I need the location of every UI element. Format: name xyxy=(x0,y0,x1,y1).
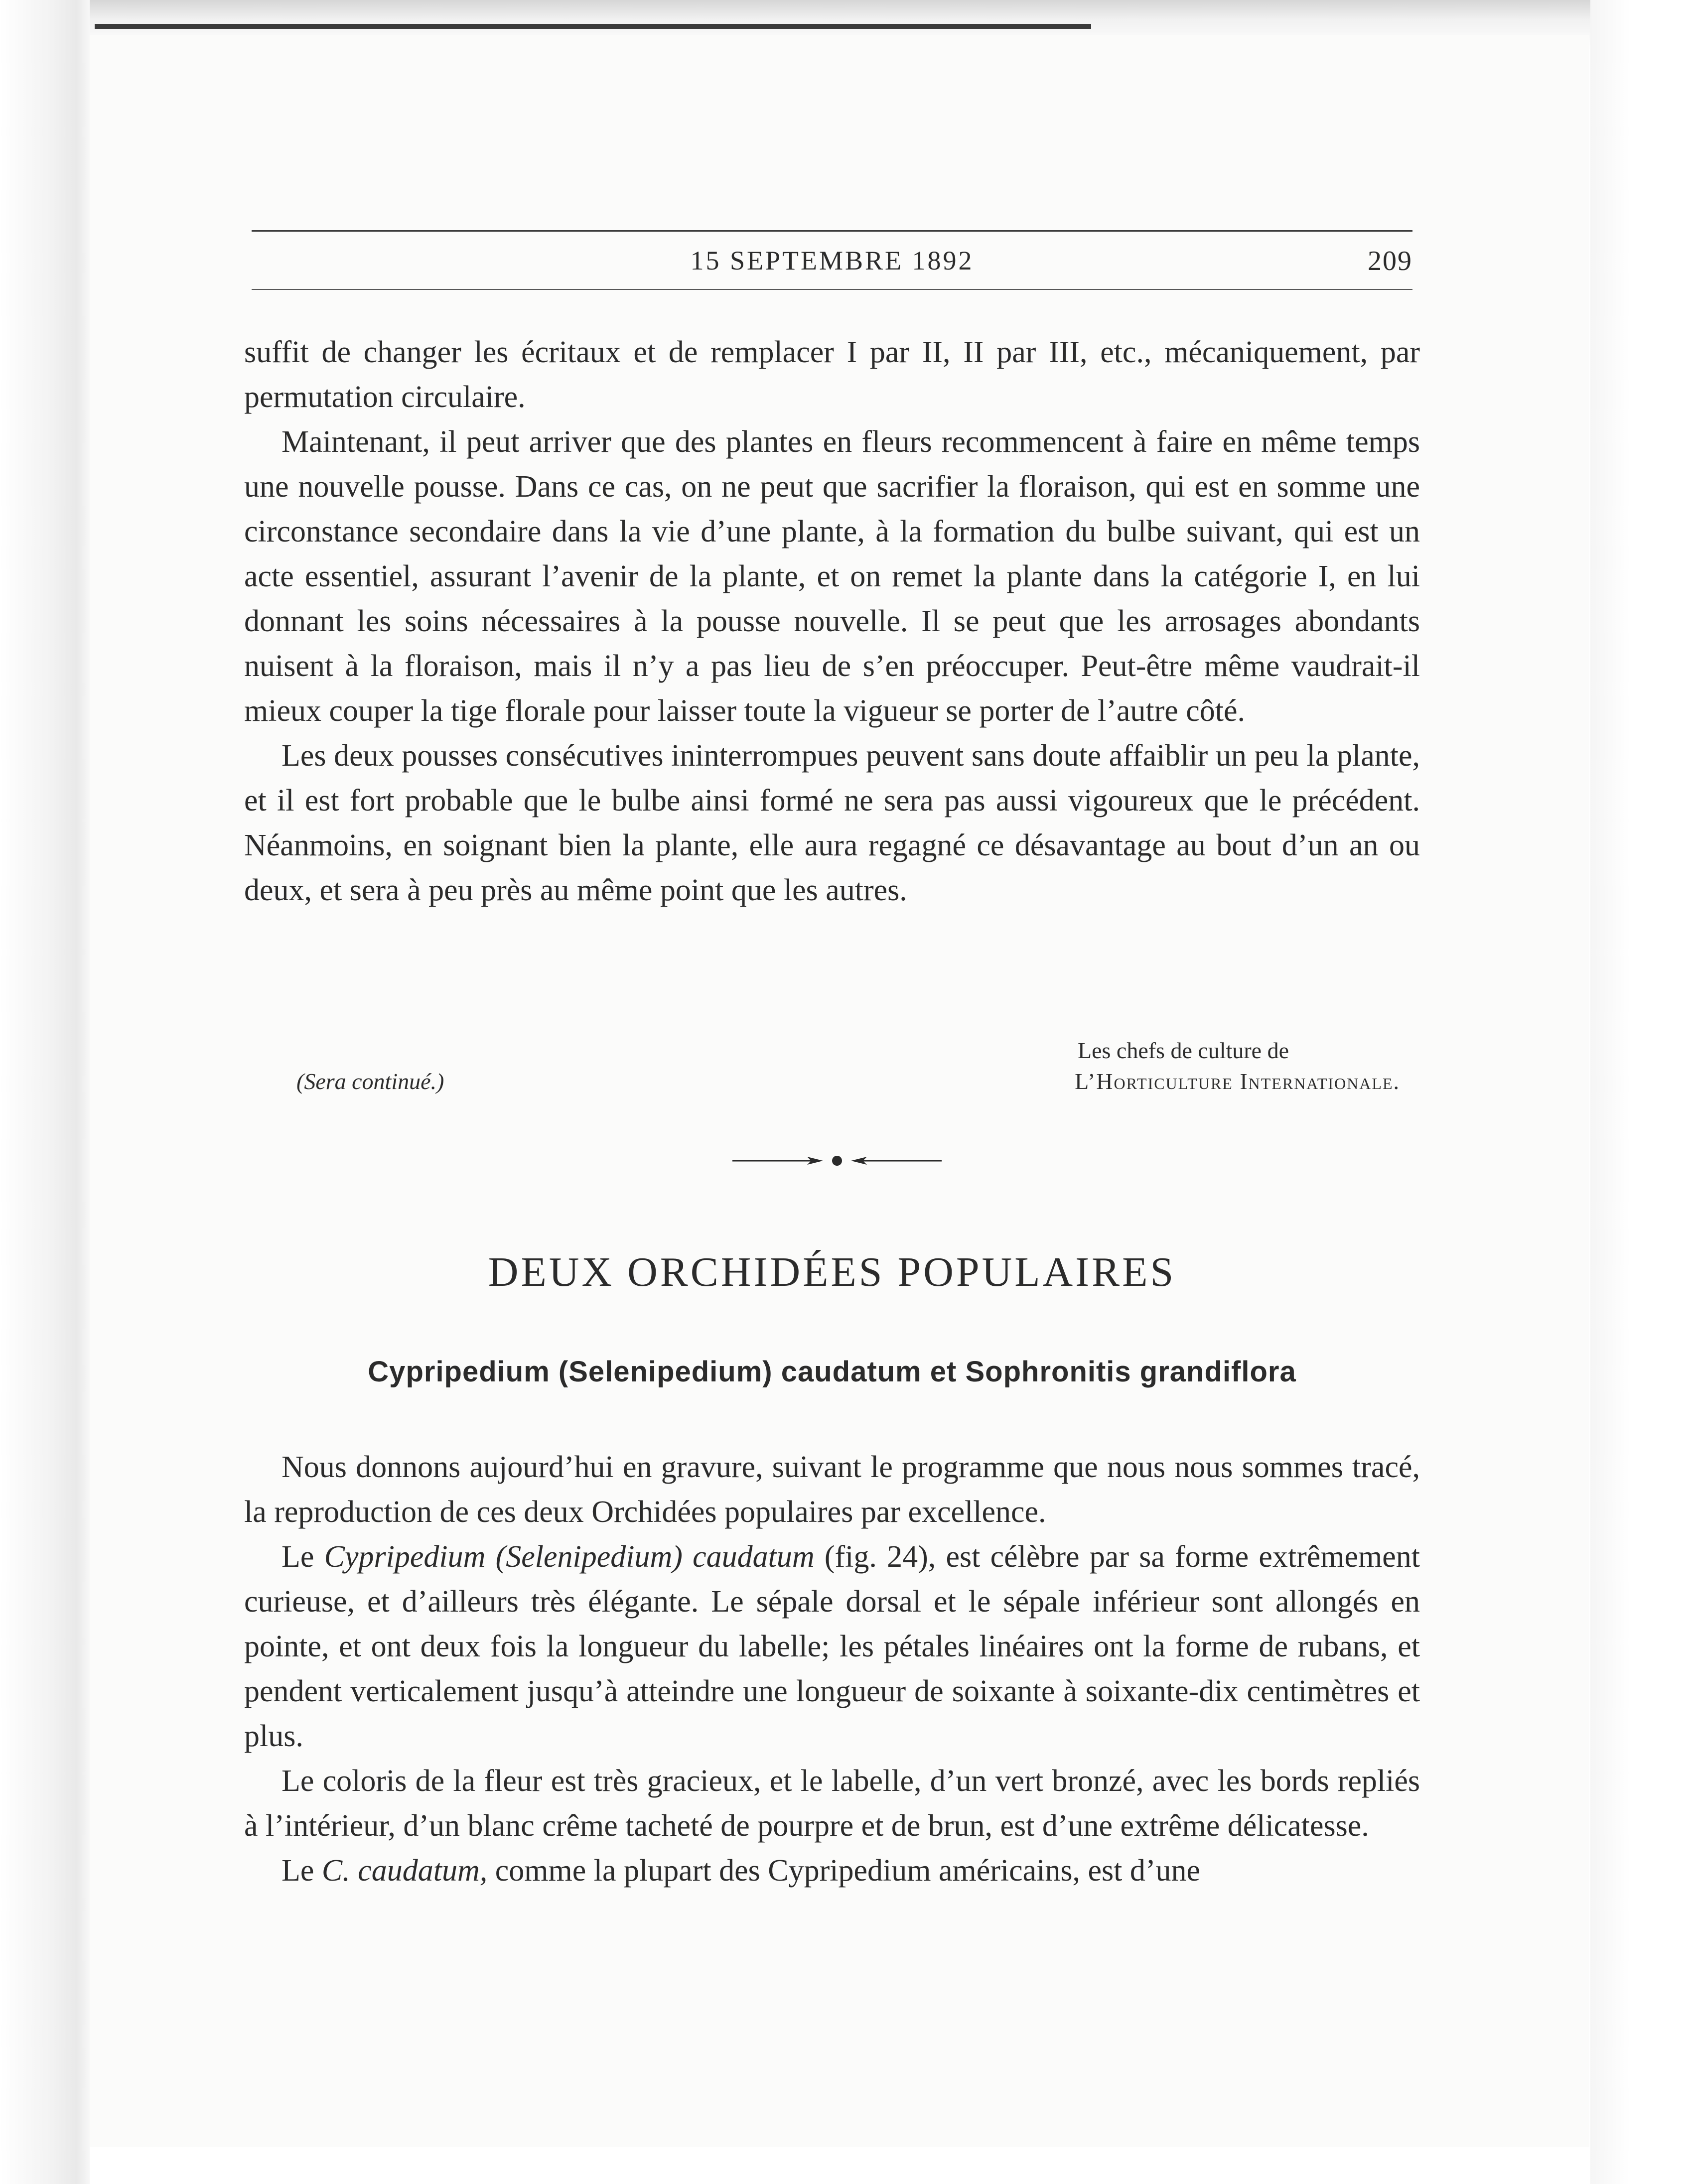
text-run: comme la plupart des Cypripedium américains, est d’une xyxy=(487,1854,1201,1888)
paragraph xyxy=(244,1534,1420,1759)
header-date: 15 SEPTEMBRE 1892 xyxy=(690,246,974,275)
paragraph: suffit de changer les écritaux et de remplacer I par II, II par III, etc., mécaniquement, par permutation circulaire. xyxy=(244,335,1420,414)
article-title: DEUX ORCHIDÉES POPULAIRES xyxy=(488,1249,1176,1295)
paragraph: Nous donnons aujourd’hui en gravure, suivant le programme que nous nous sommes tracé, la reproduction de ces deux Orchidées populaires par excellence. xyxy=(244,1450,1420,1529)
text-run: Le xyxy=(282,1540,324,1574)
page-number: 209 xyxy=(1368,246,1412,276)
scan-binding-bar xyxy=(95,24,1091,29)
scan-border-right xyxy=(1590,0,1690,2184)
paragraph: Les deux pousses consécutives ininterrompues peuvent sans doute affaiblir un peu la plante, et il est fort probable que le bulbe ainsi formé ne sera pas aussi vigoureux que le précédent. Néanmoins, en soignant bien la plante, elle aura regagné ce désavantage au bout d’un an ou deux, et sera à peu près au même point que les autres. xyxy=(244,739,1420,907)
article-subtitle: Cypripedium (Selenipedium) caudatum et Sophronitis grandiflora xyxy=(368,1356,1296,1388)
article-body xyxy=(244,1445,1420,1893)
species-name: Cypripedium (Selenipedium) caudatum xyxy=(324,1540,815,1574)
scan-border-left xyxy=(0,0,90,2184)
signature-org: L’Horticulture Internationale. xyxy=(1075,1069,1400,1094)
text-run: (fig. 24), est célèbre par sa forme extrêmement curieuse, et d’ailleurs très élégante. Le sépale dorsal et le sépale inférieur sont allongés en pointe, et ont deux fois la longueur du labelle; les pétales linéaires ont la forme de rubans, et pendent verticalement jusqu’à atteindre une longueur de soixante à soixante-dix centimètres et plus. xyxy=(244,1540,1420,1753)
paragraph xyxy=(244,1848,1420,1893)
continued-note: (Sera continué.) xyxy=(296,1069,444,1094)
signature-line: Les chefs de culture de xyxy=(1077,1038,1289,1063)
article-signature xyxy=(947,1035,1400,1097)
section-divider-ornament xyxy=(732,1146,942,1176)
article-continuation xyxy=(244,330,1420,913)
text-run: Le xyxy=(282,1854,322,1888)
running-header xyxy=(252,240,1412,280)
species-name: C. caudatum, xyxy=(321,1854,488,1888)
paragraph: Maintenant, il peut arriver que des plantes en fleurs recommencent à faire en même temps une nouvelle pousse. Dans ce cas, on ne peut que sacrifier la floraison, qui est en somme une circonstance secondaire dans la vie d’une plante, à la formation du bulbe suivant, qui est un acte essentiel, assurant l’avenir de la plante, et on remet la plante dans la catégorie I, en lui donnant les soins nécessaires à la pousse nouvelle. Il se peut que les arrosages abondants nuisent à la floraison, mais il n’y a pas lieu de s’en préoccuper. Peut-être même vaudrait-il mieux couper la tige florale pour laisser toute la vigueur se porter de l’autre côté. xyxy=(244,425,1420,728)
header-rule-top xyxy=(252,230,1412,232)
header-rule-bottom xyxy=(252,289,1412,290)
paragraph: Le coloris de la fleur est très gracieux, et le labelle, d’un vert bronzé, avec les bords repliés à l’intérieur, d’un blanc crême tacheté de pourpre et de brun, est d’une extrême délicatesse. xyxy=(244,1764,1420,1843)
